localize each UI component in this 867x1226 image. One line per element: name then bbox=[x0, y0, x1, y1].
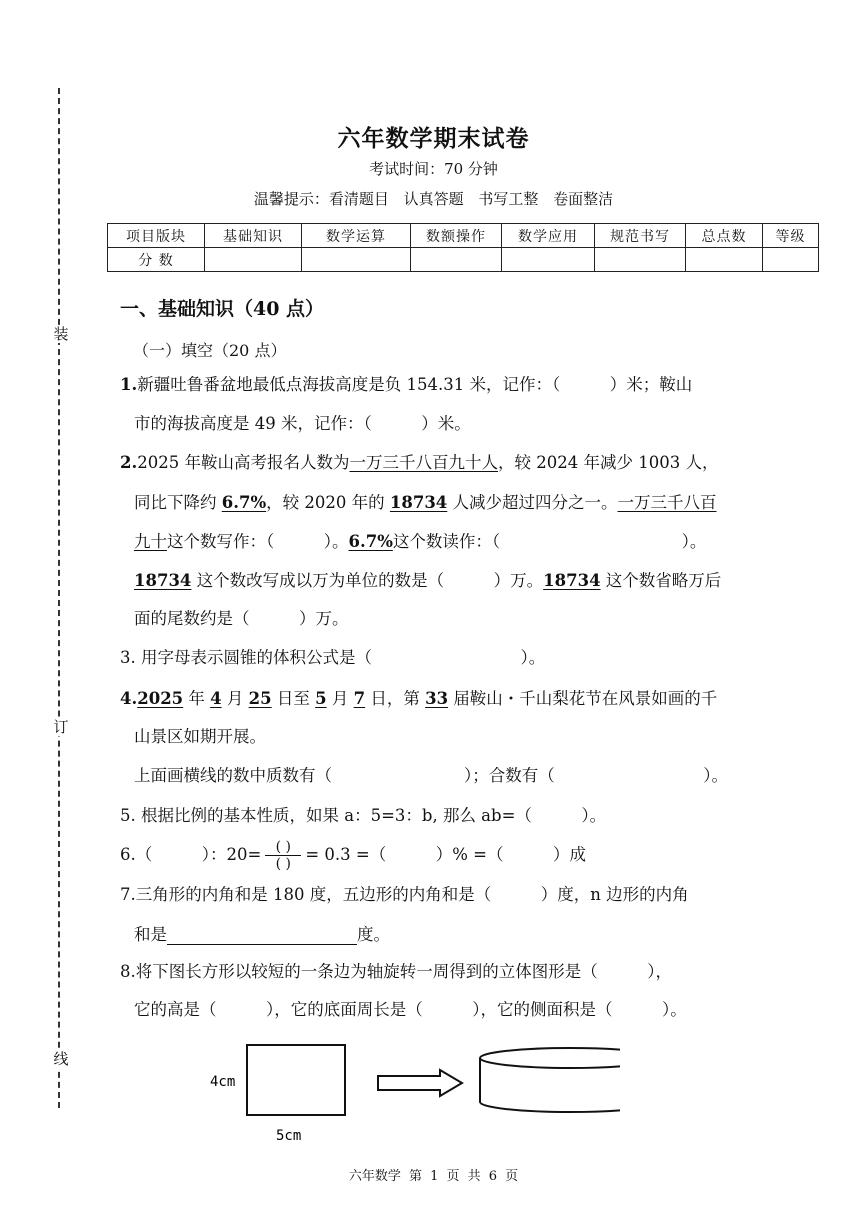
score-cell[interactable] bbox=[595, 248, 686, 272]
q6-right: = 0.3 =（ ）% =（ ）成 bbox=[305, 845, 586, 864]
cylinder-top bbox=[480, 1048, 620, 1068]
question-7-line-2 bbox=[134, 925, 824, 945]
exam-time: 考试时间：70 分钟 bbox=[369, 160, 498, 178]
question-5: 5. 根据比例的基本性质，如果 a：5=3：b, 那么 ab=（ ）。 bbox=[120, 806, 607, 825]
rotation-figure bbox=[200, 1040, 620, 1154]
score-table bbox=[107, 223, 819, 272]
q2-number: 2. bbox=[120, 453, 138, 472]
binding-char-ding: 订 bbox=[53, 718, 69, 736]
q4-text: 日，第 bbox=[365, 689, 426, 708]
q4-underlined-number: 33 bbox=[425, 689, 449, 708]
q2-underlined: 九十 bbox=[134, 532, 167, 551]
q1-text-a: 新疆吐鲁番盆地最低点海拔高度是负 154.31 米，记作：（ ）米；鞍山 bbox=[137, 375, 693, 394]
subsection-title: （一）填空（20 点） bbox=[133, 341, 287, 360]
q6-fraction bbox=[265, 839, 301, 872]
binding-dashed-line bbox=[58, 88, 60, 1108]
arrow-icon bbox=[378, 1070, 462, 1096]
q6-left: 6.（ ）：20= bbox=[120, 845, 262, 864]
q2-text: ，较 2024 年减少 1003 人， bbox=[497, 453, 719, 472]
q2-underlined: 6.7% bbox=[348, 532, 393, 551]
rotation-figure-svg bbox=[200, 1040, 620, 1150]
question-3: 3. 用字母表示圆锥的体积公式是（ ）。 bbox=[120, 648, 546, 667]
score-cell[interactable] bbox=[502, 248, 595, 272]
q4-underlined-number: 5 bbox=[315, 689, 327, 708]
q2-underlined: 18734 bbox=[389, 493, 448, 512]
q4-underlined-number: 7 bbox=[353, 689, 366, 708]
q2-underlined: 6.7% bbox=[221, 493, 267, 512]
cylinder-body bbox=[480, 1058, 620, 1112]
score-header-cell: 项目版块 bbox=[108, 224, 205, 248]
question-2-line-1 bbox=[120, 453, 810, 473]
rectangle-shape bbox=[247, 1045, 345, 1115]
question-8-line-2: 它的高是（ ），它的底面周长是（ ），它的侧面积是（ ）。 bbox=[134, 1000, 687, 1019]
question-6 bbox=[120, 838, 810, 872]
question-2-line-3 bbox=[134, 532, 824, 552]
page-title: 六年数学期末试卷 bbox=[337, 125, 530, 152]
q4-text: 月 bbox=[221, 689, 249, 708]
q6-frac-bottom: ( ) bbox=[275, 856, 292, 872]
q7-text: 和是 bbox=[134, 925, 167, 944]
q4-text: 日至 bbox=[271, 689, 316, 708]
score-table-value-row bbox=[108, 248, 819, 272]
question-1-line-1 bbox=[120, 375, 810, 395]
q2-text: 人减少超过四分之一。 bbox=[447, 493, 618, 512]
q2-text: 2025 年鞍山高考报名人数为 bbox=[137, 453, 350, 472]
exam-tips: 温馨提示：看清题目 认真答题 书写工整 卷面整洁 bbox=[253, 190, 614, 208]
score-header-cell: 规范书写 bbox=[595, 224, 686, 248]
q2-text: 这个数读作：（ ）。 bbox=[392, 532, 707, 551]
question-4-line-2: 山景区如期开展。 bbox=[134, 727, 266, 746]
score-header-cell: 总点数 bbox=[686, 224, 763, 248]
binding-char-xian: 线 bbox=[53, 1050, 69, 1068]
section-title: 一、基础知识（40 点） bbox=[120, 298, 325, 320]
page-footer: 六年数学 第 1 页 共 6 页 bbox=[348, 1169, 519, 1184]
height-label: 4cm bbox=[210, 1074, 236, 1090]
q4-text: 年 bbox=[183, 689, 211, 708]
width-label: 5cm bbox=[276, 1128, 302, 1144]
q4-number: 4. bbox=[120, 689, 138, 708]
score-cell[interactable] bbox=[686, 248, 763, 272]
score-header-cell: 基础知识 bbox=[205, 224, 302, 248]
score-row-label: 分 数 bbox=[108, 248, 205, 272]
q1-number: 1. bbox=[120, 375, 138, 394]
q2-text: 这个数改写成以万为单位的数是（ ）万。 bbox=[191, 571, 544, 590]
question-8-line-1: 8.将下图长方形以较短的一条边为轴旋转一周得到的立体图形是（ ）， bbox=[120, 962, 672, 981]
score-header-cell: 数学运算 bbox=[302, 224, 411, 248]
q2-underlined: 一万三千八百九十人 bbox=[349, 453, 498, 472]
q2-underlined: 一万三千八百 bbox=[617, 493, 717, 512]
score-cell[interactable] bbox=[411, 248, 502, 272]
q4-underlined-number: 2025 bbox=[137, 689, 184, 708]
q4-text: 届鞍山・千山梨花节在风景如画的千 bbox=[448, 689, 718, 708]
binding-char-zhuang: 装 bbox=[53, 325, 69, 343]
q2-underlined: 18734 bbox=[543, 571, 601, 590]
q7-text: 度。 bbox=[357, 925, 390, 944]
question-2-line-2 bbox=[134, 493, 824, 513]
question-4-line-3: 上面画横线的数中质数有（ ）；合数有（ ）。 bbox=[134, 766, 728, 785]
q2-text: 同比下降约 bbox=[134, 493, 222, 512]
q7-answer-line[interactable] bbox=[167, 928, 357, 945]
q4-underlined-number: 25 bbox=[248, 689, 272, 708]
score-cell[interactable] bbox=[302, 248, 411, 272]
question-2-line-4 bbox=[134, 571, 824, 591]
score-cell[interactable] bbox=[763, 248, 819, 272]
question-1-line-2: 市的海拔高度是 49 米，记作：（ ）米。 bbox=[134, 414, 471, 433]
question-4-line-1 bbox=[120, 689, 810, 709]
score-header-cell: 等级 bbox=[763, 224, 819, 248]
score-header-cell: 数额操作 bbox=[411, 224, 502, 248]
score-table-header-row bbox=[108, 224, 819, 248]
q6-frac-top: ( ) bbox=[275, 839, 292, 855]
score-cell[interactable] bbox=[205, 248, 302, 272]
question-2-line-5: 面的尾数约是（ ）万。 bbox=[134, 609, 349, 628]
q4-text: 月 bbox=[326, 689, 354, 708]
q2-text: 这个数写作：（ ）。 bbox=[167, 532, 349, 551]
q4-underlined-number: 4 bbox=[210, 689, 222, 708]
q2-underlined: 18734 bbox=[134, 571, 192, 590]
question-7-line-1: 7.三角形的内角和是 180 度，五边形的内角和是（ ）度，n 边形的内角 bbox=[120, 885, 689, 904]
q2-text: ，较 2020 年的 bbox=[266, 493, 390, 512]
q2-text: 这个数省略万后 bbox=[600, 571, 722, 590]
score-header-cell: 数学应用 bbox=[502, 224, 595, 248]
